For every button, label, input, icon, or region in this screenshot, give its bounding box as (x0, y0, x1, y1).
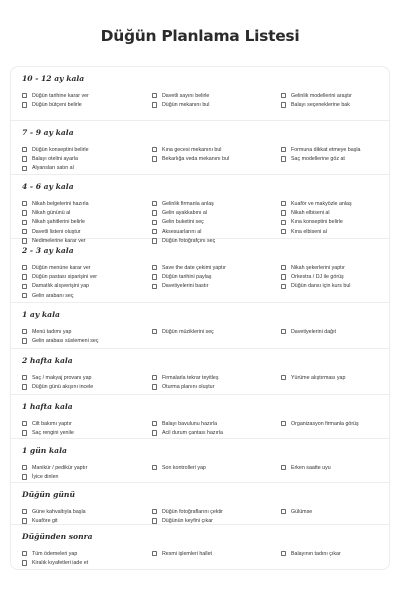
checklist-column (281, 91, 389, 110)
checklist-column (281, 145, 389, 164)
section-title: 1 ay kala (22, 310, 60, 319)
checklist-item-label: Düğün tarihini paylaş (161, 273, 212, 280)
checkbox[interactable] (22, 509, 27, 514)
checklist-column (152, 91, 277, 110)
checklist-item[interactable] (281, 272, 389, 281)
checklist-item[interactable] (152, 227, 277, 236)
checklist-column (152, 373, 277, 392)
checkbox[interactable] (22, 375, 27, 380)
checkbox[interactable] (22, 166, 27, 171)
section-title: 7 - 9 ay kala (22, 128, 74, 137)
checklist-item-label: Kuaför ve makyözle anlaş (290, 200, 352, 207)
checklist-item[interactable] (281, 100, 389, 109)
checkbox[interactable] (152, 421, 157, 426)
checklist-item-label: Düğünün keyfini çıkar (161, 517, 213, 524)
checkbox[interactable] (152, 384, 157, 389)
checklist-item-label: Tüm ödemeleri yap (31, 550, 78, 557)
checklist-item-label: Kiralık kıyafetleri iade et (31, 559, 89, 566)
checklist-item-label: Düğün konseptini belirle (31, 146, 89, 153)
checkbox[interactable] (152, 156, 157, 161)
checklist-item-label: Düğün fotoğraflarını çektir (161, 508, 223, 515)
checklist-item[interactable] (281, 327, 389, 336)
checkbox[interactable] (281, 210, 286, 215)
checklist-section (11, 525, 389, 571)
checklist-item[interactable] (152, 272, 277, 281)
checklist-item[interactable] (152, 507, 277, 516)
checklist-item-label: Gelin ayakkabını al (161, 209, 208, 216)
checkbox[interactable] (152, 265, 157, 270)
checklist-section (11, 239, 389, 303)
checklist-item[interactable] (152, 549, 277, 558)
checklist-item[interactable] (281, 208, 389, 217)
section-title: 1 hafta kala (22, 402, 73, 411)
checklist-item-label: Düğün bütçeni belirle (31, 101, 82, 108)
checklist-item-label: Güne kahvaltıyla başla (31, 508, 86, 515)
checklist-item-label: Gelin buketini seç (161, 219, 204, 226)
checklist-item-label: Firmalarla tekrar teyitleş (161, 374, 219, 381)
checklist-item[interactable] (152, 145, 277, 154)
checklist-item[interactable] (22, 154, 147, 163)
checklist-item[interactable] (152, 208, 277, 217)
checklist-item-label: Balayı bavulunu hazırla (161, 420, 218, 427)
checkbox[interactable] (22, 384, 27, 389)
checklist-section (11, 349, 389, 395)
checkbox[interactable] (281, 465, 286, 470)
checklist-item-label: Davetli sayını belirle (161, 92, 210, 99)
checklist-item-label: Organizasyon firmanla görüş (290, 420, 359, 427)
checklist-item[interactable] (22, 507, 147, 516)
checklist-column (152, 507, 277, 526)
checklist-item-label: Oturma planını oluştur (161, 383, 215, 390)
section-title: 2 hafta kala (22, 356, 73, 365)
checklist-item[interactable] (281, 227, 389, 236)
checkbox[interactable] (152, 509, 157, 514)
checkbox[interactable] (152, 220, 157, 225)
checkbox[interactable] (22, 329, 27, 334)
checklist-item[interactable] (152, 428, 277, 437)
checkbox[interactable] (281, 147, 286, 152)
checklist-section (11, 121, 389, 175)
checklist-item[interactable] (22, 145, 147, 154)
checkbox[interactable] (152, 430, 157, 435)
checklist-item-label: Save the date çekimi yaptır (161, 264, 226, 271)
checkbox[interactable] (152, 229, 157, 234)
checkbox[interactable] (281, 284, 286, 289)
checklist-section (11, 175, 389, 244)
checklist-column (152, 145, 277, 164)
checkbox[interactable] (22, 465, 27, 470)
checklist-item[interactable] (281, 373, 389, 382)
checkbox[interactable] (281, 156, 286, 161)
checklist-item[interactable] (22, 428, 147, 437)
checklist-item[interactable] (281, 91, 389, 100)
checklist-item[interactable] (281, 145, 389, 154)
checklist-column (281, 507, 389, 516)
checklist-item-label: Davetiyelerini dağıt (290, 328, 337, 335)
checklist-item[interactable] (152, 463, 277, 472)
checklist-item[interactable] (22, 208, 147, 217)
section-title: 10 - 12 ay kala (22, 74, 85, 83)
checklist-column (281, 549, 389, 558)
checklist-item[interactable] (152, 199, 277, 208)
checklist-item[interactable] (22, 419, 147, 428)
checklist-item-label: Düğün müziklerini seç (161, 328, 214, 335)
checklist-item-label: Menü tadımı yap (31, 328, 72, 335)
checkbox[interactable] (281, 274, 286, 279)
checklist-item-label: Nikah şekerlerini yaptır (290, 264, 345, 271)
checklist-card (10, 66, 390, 570)
checklist-item[interactable] (22, 218, 147, 227)
checklist-item-label: Cilt bakımı yaptır (31, 420, 72, 427)
checklist-column (22, 263, 147, 300)
checklist-item-label: Düğün pastası siparişini ver (31, 273, 98, 280)
checkbox[interactable] (281, 329, 286, 334)
checklist-section (11, 395, 389, 439)
checkbox[interactable] (22, 265, 27, 270)
checklist-item-label: Damatlık alışverişini yap (31, 283, 90, 290)
checkbox[interactable] (152, 102, 157, 107)
checkbox[interactable] (22, 474, 27, 479)
checklist-item[interactable] (22, 549, 147, 558)
checklist-section (11, 303, 389, 349)
section-title: 2 - 3 ay kala (22, 246, 74, 255)
checklist-item-label: Saç / makyaj provanı yap (31, 374, 92, 381)
checklist-item[interactable] (22, 558, 147, 567)
checklist-item[interactable] (22, 199, 147, 208)
checklist-item[interactable] (22, 327, 147, 336)
checkbox[interactable] (281, 265, 286, 270)
checkbox[interactable] (22, 293, 27, 298)
checkbox[interactable] (22, 229, 27, 234)
checkbox[interactable] (22, 284, 27, 289)
checklist-item[interactable] (22, 164, 147, 173)
checklist-item[interactable] (22, 336, 147, 345)
checklist-item-label: İyice dinlen (31, 473, 59, 480)
checklist-column (281, 199, 389, 236)
checklist-item[interactable] (22, 463, 147, 472)
checkbox[interactable] (152, 210, 157, 215)
checklist-item[interactable] (22, 373, 147, 382)
checklist-column (22, 145, 147, 173)
checklist-column (281, 463, 389, 472)
checkbox[interactable] (152, 329, 157, 334)
checklist-column (281, 373, 389, 382)
checklist-item-label: Balayı otelini ayarla (31, 155, 78, 162)
checkbox[interactable] (281, 375, 286, 380)
checkbox[interactable] (22, 421, 27, 426)
checklist-item[interactable] (22, 472, 147, 481)
checklist-item[interactable] (281, 154, 389, 163)
checklist-item-label: Son kontrolleri yap (161, 464, 206, 471)
checklist-item-label: Balayı seçeneklerine bak (290, 101, 350, 108)
checklist-item[interactable] (22, 291, 147, 300)
checklist-column (281, 419, 389, 428)
checklist-item[interactable] (22, 91, 147, 100)
checklist-item-label: Saç rengini yenile (31, 429, 74, 436)
checkbox[interactable] (22, 338, 27, 343)
checkbox[interactable] (152, 93, 157, 98)
checklist-item[interactable] (281, 463, 389, 472)
checklist-item[interactable] (152, 263, 277, 272)
checkbox[interactable] (281, 509, 286, 514)
checklist-item-label: Düğün günü akışını incele (31, 383, 94, 390)
checkbox[interactable] (22, 147, 27, 152)
checklist-item-label: Nedimelerine karar ver (31, 237, 86, 244)
checklist-item[interactable] (152, 382, 277, 391)
checkbox[interactable] (22, 102, 27, 107)
checklist-item-label: Nikah belgelerini hazırla (31, 200, 89, 207)
checkbox[interactable] (281, 220, 286, 225)
checklist-item[interactable] (152, 91, 277, 100)
checklist-column (22, 463, 147, 482)
checklist-item[interactable] (152, 100, 277, 109)
checklist-column (152, 327, 277, 336)
checkbox[interactable] (281, 421, 286, 426)
checklist-column (22, 549, 147, 568)
checklist-item-label: Nikah şahitlerini belirle (31, 219, 85, 226)
checklist-item-label: Gelinlik modellerini araştır (290, 92, 352, 99)
checkbox[interactable] (22, 201, 27, 206)
checklist-item-label: Kına elbiseni al (290, 228, 327, 235)
checklist-item[interactable] (281, 419, 389, 428)
checklist-item-label: Düğün fotoğrafçını seç (161, 237, 216, 244)
checklist-item-label: Yürüme alıştırması yap (290, 374, 346, 381)
checklist-item[interactable] (152, 373, 277, 382)
checkbox[interactable] (152, 284, 157, 289)
checklist-item[interactable] (152, 419, 277, 428)
checklist-column (152, 549, 277, 558)
checkbox[interactable] (152, 147, 157, 152)
checklist-item-label: Resmi işlemleri hallet (161, 550, 213, 557)
checklist-item[interactable] (281, 507, 389, 516)
checkbox[interactable] (152, 274, 157, 279)
section-title: 4 - 6 ay kala (22, 182, 74, 191)
section-title: 1 gün kala (22, 446, 67, 455)
checklist-item-label: Alyansları satın al (31, 165, 74, 172)
checklist-item-label: Düğün tarihine karar ver (31, 92, 89, 99)
checkbox[interactable] (152, 201, 157, 206)
checklist-item[interactable] (281, 549, 389, 558)
checklist-item-label: Manikür / pedikür yaptır (31, 464, 88, 471)
checklist-item-label: Bekarlığa veda mekanını bul (161, 155, 230, 162)
checklist-item[interactable] (22, 382, 147, 391)
checklist-item[interactable] (152, 282, 277, 291)
checklist-item-label: Gelinlik firmanla anlaş (161, 200, 214, 207)
checkbox[interactable] (22, 518, 27, 523)
checklist-item-label: Acil durum çantası hazırla (161, 429, 223, 436)
checklist-item-label: Aksesuarlarını al (161, 228, 202, 235)
checklist-section (11, 483, 389, 525)
checklist-item[interactable] (152, 327, 277, 336)
checklist-item[interactable] (22, 263, 147, 272)
checklist-section (11, 67, 389, 121)
checklist-item[interactable] (22, 282, 147, 291)
checklist-column (281, 327, 389, 336)
page-title: Düğün Planlama Listesi (100, 27, 300, 45)
checkbox[interactable] (152, 375, 157, 380)
checkbox[interactable] (281, 229, 286, 234)
checkbox[interactable] (22, 430, 27, 435)
checklist-item-label: Nikah elbiseni al (290, 209, 330, 216)
checklist-item[interactable] (22, 100, 147, 109)
checkbox[interactable] (152, 465, 157, 470)
checklist-item[interactable] (152, 154, 277, 163)
checkbox[interactable] (22, 274, 27, 279)
checklist-item-label: Düğün mekanını bul (161, 101, 210, 108)
checklist-item[interactable] (281, 282, 389, 291)
checklist-item[interactable] (22, 272, 147, 281)
checklist-section (11, 439, 389, 483)
checklist-item-label: Davetiyelerini bastır (161, 283, 209, 290)
checklist-item[interactable] (281, 199, 389, 208)
checklist-item-label: Gelin arabanı seç (31, 292, 74, 299)
checklist-column (22, 507, 147, 526)
checkbox[interactable] (281, 551, 286, 556)
checkbox[interactable] (281, 93, 286, 98)
checkbox[interactable] (152, 518, 157, 523)
checkbox[interactable] (22, 560, 27, 565)
checkbox[interactable] (22, 93, 27, 98)
checklist-item-label: Gelin arabası süslemeni seç (31, 337, 99, 344)
checklist-column (22, 373, 147, 392)
checklist-item[interactable] (281, 263, 389, 272)
checklist-item-label: Erken saatte uyu (290, 464, 331, 471)
checkbox[interactable] (152, 551, 157, 556)
checklist-column (22, 419, 147, 438)
checkbox[interactable] (22, 551, 27, 556)
checklist-item-label: Kuaföre git (31, 517, 58, 524)
checklist-item-label: Kına konseptini belirle (290, 219, 343, 226)
checklist-column (152, 263, 277, 291)
section-title: Düğün günü (22, 490, 75, 499)
checklist-item-label: Düğün menüne karar ver (31, 264, 91, 271)
checklist-item[interactable] (152, 218, 277, 227)
checklist-item-label: Kına gecesi mekanını bul (161, 146, 222, 153)
checklist-item-label: Formuna dikkat etmeye başla (290, 146, 361, 153)
checklist-column (152, 419, 277, 438)
checklist-item-label: Davetli listeni oluştur (31, 228, 81, 235)
checklist-column (281, 263, 389, 291)
section-title: Düğünden sonra (22, 532, 93, 541)
checklist-item-label: Balayının tadını çıkar (290, 550, 341, 557)
checklist-column (152, 463, 277, 472)
checklist-column (22, 91, 147, 110)
checklist-column (22, 327, 147, 346)
checklist-item-label: Saç modellerine göz at (290, 155, 345, 162)
checklist-item-label: Gülümse (290, 508, 313, 515)
checkbox[interactable] (22, 210, 27, 215)
checkbox[interactable] (22, 156, 27, 161)
checkbox[interactable] (281, 102, 286, 107)
checklist-item-label: Orkestra / DJ ile görüş (290, 273, 344, 280)
checkbox[interactable] (281, 201, 286, 206)
checkbox[interactable] (22, 220, 27, 225)
checklist-item-label: Nikah gününü al (31, 209, 71, 216)
checklist-item[interactable] (281, 218, 389, 227)
checklist-item-label: Düğün dansı için kurs bul (290, 283, 351, 290)
checklist-item[interactable] (22, 227, 147, 236)
